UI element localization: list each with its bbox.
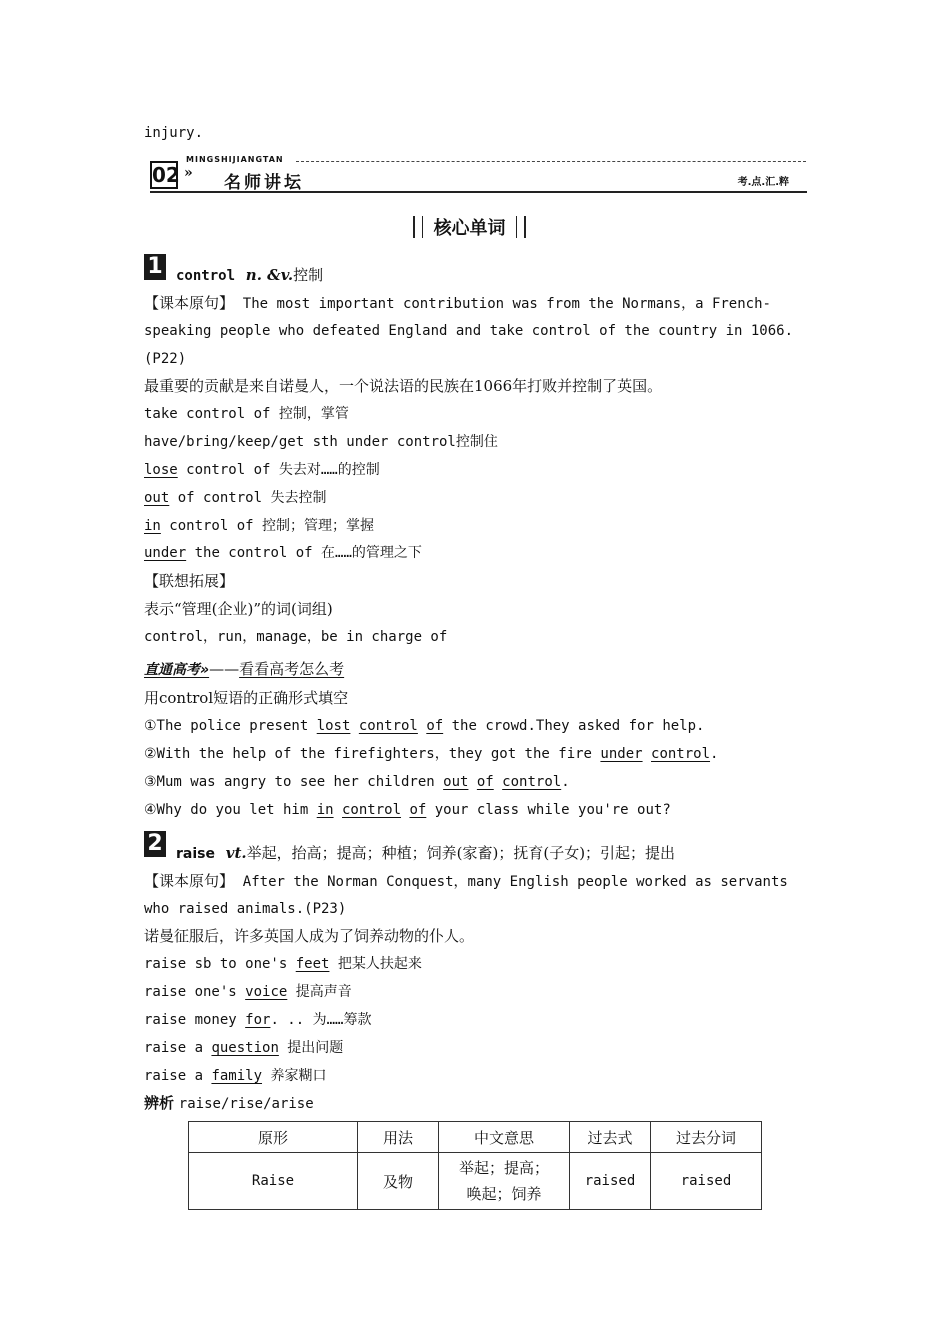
bianxi-label: 辨析 [144, 1094, 175, 1112]
entry1-word: control [176, 268, 236, 284]
header-bottom-rule [150, 191, 807, 193]
entry2-source-line2: who raised animals.(P23) [144, 901, 347, 917]
table-cell: 举起；提高；唤起；饲养 [439, 1153, 570, 1210]
entry1-pos: n. &v. [245, 266, 294, 284]
entry1-q3: ③Mum was angry to see her children out of control. [144, 774, 570, 790]
entry2-phrase1: raise sb to one's feet 把某人扶起来 [144, 956, 422, 972]
entry1-headword [176, 265, 323, 286]
entry2-headword [176, 843, 675, 864]
entry1-q2: ②With the help of the firefighters，they got the fire under control. [144, 746, 719, 762]
entry1-source-line2: speaking people who defeated England and take control of the country in 1066. [144, 323, 794, 339]
entry1-source-line3: (P22) [144, 351, 187, 367]
table-cell: 及物 [358, 1153, 439, 1210]
entry2-phrase3: raise money for. .. 为……筹款 [144, 1012, 372, 1028]
entry2-pos: vt. [225, 844, 247, 862]
entry1-phrase2: have/bring/keep/get sth under control控制住 [144, 434, 498, 450]
table-cell: Raise [189, 1153, 358, 1210]
entry1-q1: ①The police present lost control of the crowd.They asked for help. [144, 718, 705, 734]
table-cell: raised [651, 1153, 762, 1210]
table-header-cell: 原形 [189, 1122, 358, 1153]
entry2-phrase4: raise a question 提出问题 [144, 1040, 344, 1056]
entry1-exam-header: 直通高考»——看看高考怎么考 [144, 660, 345, 678]
table-header-cell: 过去式 [570, 1122, 651, 1153]
entry1-phrase6: under the control of 在……的管理之下 [144, 545, 422, 561]
entry1-phrase5: in control of 控制；管理；掌握 [144, 518, 375, 534]
entry1-translation: 最重要的贡献是来自诺曼人，一个说法语的民族在1066年打败并控制了英国。 [144, 377, 663, 395]
table-cell: raised [570, 1153, 651, 1210]
entry2-source-line1: 【课本原句】 After the Norman Conquest，many English people worked as servants [144, 872, 788, 890]
entry2-source-label: 【课本原句】 [144, 872, 235, 890]
exam-label: 直通高考» [144, 662, 210, 678]
entry1-phrase1: take control of 控制，掌管 [144, 406, 349, 422]
entry2-meaning: 举起，抬高；提高；种植；饲养(家畜)；抚育(子女)；引起；提出 [246, 844, 676, 862]
entry1-source-label: 【课本原句】 [144, 294, 235, 312]
section-header [150, 155, 807, 195]
table-header-cell: 中文意思 [439, 1122, 570, 1153]
bianxi-text: raise/rise/arise [178, 1096, 314, 1112]
entry1-exam-instruction: 用control短语的正确形式填空 [144, 689, 349, 707]
entry1-phrase3: lose control of 失去对……的控制 [144, 462, 380, 478]
section-title-text: 核心单词 [433, 218, 506, 239]
top-fragment: injury. [144, 125, 204, 141]
entry2-word: raise [176, 846, 215, 862]
header-right-text: 考.点.汇.粹 [737, 177, 789, 188]
header-dotted-rule [296, 161, 806, 162]
header-title: 名师讲坛 [224, 173, 304, 193]
table-header-cell: 过去分词 [651, 1122, 762, 1153]
entry1-source-line1: 【课本原句】 The most important contribution was from the Normans，a French- [144, 294, 771, 312]
entry1-q4: ④Why do you let him in control of your class while you're out? [144, 802, 671, 818]
entry2-phrase2: raise one's voice 提高声音 [144, 984, 352, 1000]
entry2-bianxi [144, 1093, 314, 1114]
entry1-assoc-line1: 表示“管理(企业)”的词(词组) [144, 600, 333, 618]
header-arrows: » [184, 165, 193, 181]
entry1-meaning: 控制 [293, 266, 324, 284]
table-row [189, 1153, 762, 1210]
entry1-number: 1 [144, 254, 166, 280]
table-header-row [189, 1122, 762, 1153]
entry1-phrase4: out of control 失去控制 [144, 490, 327, 506]
comparison-table [188, 1121, 762, 1210]
entry1-assoc-line2: control，run，manage，be in charge of [144, 629, 448, 645]
entry2-number: 2 [144, 831, 166, 857]
exam-title: 看看高考怎么考 [239, 660, 345, 678]
table-header-cell: 用法 [358, 1122, 439, 1153]
section-title [413, 214, 526, 238]
header-pinyin: MINGSHIJIANGTAN [186, 155, 284, 164]
entry2-translation: 诺曼征服后，许多英国人成为了饲养动物的仆人。 [144, 927, 475, 945]
header-num-box: 02 [152, 163, 180, 187]
entry2-phrase5: raise a family 养家糊口 [144, 1068, 327, 1084]
entry1-assoc-label: 【联想拓展】 [144, 572, 235, 590]
